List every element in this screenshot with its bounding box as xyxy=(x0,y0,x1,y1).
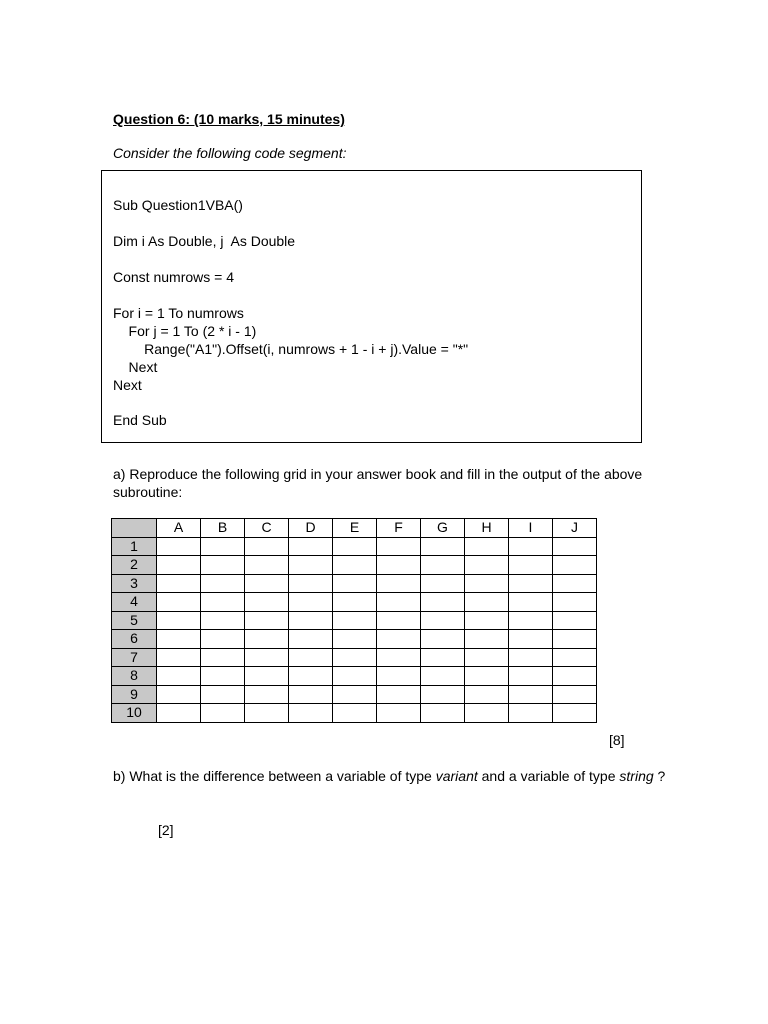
grid-header-row xyxy=(112,519,597,538)
code-line: Next xyxy=(113,377,142,393)
grid-cell xyxy=(509,630,553,649)
grid-cell xyxy=(465,704,509,723)
grid-cell xyxy=(553,537,597,556)
code-line: Sub Question1VBA() xyxy=(113,197,243,213)
grid-cell xyxy=(333,611,377,630)
grid-cell xyxy=(201,704,245,723)
grid-cell xyxy=(157,685,201,704)
grid-cell xyxy=(509,685,553,704)
grid-row xyxy=(112,611,597,630)
grid-cell xyxy=(289,648,333,667)
grid-row-header: 8 xyxy=(112,667,157,686)
part-a-marks: [8] xyxy=(609,732,625,748)
grid-cell xyxy=(509,611,553,630)
grid-cell xyxy=(421,537,465,556)
grid-cell xyxy=(333,648,377,667)
code-line: Next xyxy=(113,359,158,375)
grid-corner-cell xyxy=(112,519,157,538)
grid-cell xyxy=(157,648,201,667)
grid-cell xyxy=(509,556,553,575)
grid-row-header: 6 xyxy=(112,630,157,649)
grid-column-header: I xyxy=(509,519,553,538)
grid-cell xyxy=(465,667,509,686)
grid-cell xyxy=(289,685,333,704)
grid-cell xyxy=(245,704,289,723)
grid-cell xyxy=(245,556,289,575)
grid-cell xyxy=(157,556,201,575)
grid-cell xyxy=(421,611,465,630)
grid-row-header: 4 xyxy=(112,593,157,612)
grid-cell xyxy=(509,537,553,556)
grid-column-header: F xyxy=(377,519,421,538)
grid-cell xyxy=(245,593,289,612)
grid-cell xyxy=(333,556,377,575)
grid-row xyxy=(112,593,597,612)
grid-cell xyxy=(509,667,553,686)
code-line: Dim i As Double, j As Double xyxy=(113,233,296,249)
question-heading: Question 6: (10 marks, 15 minutes) xyxy=(113,111,345,127)
grid-cell xyxy=(421,556,465,575)
grid-cell xyxy=(245,685,289,704)
code-line: For j = 1 To (2 * i - 1) xyxy=(113,323,257,339)
grid-cell xyxy=(553,556,597,575)
grid-cell xyxy=(245,611,289,630)
grid-cell xyxy=(157,537,201,556)
grid-row xyxy=(112,630,597,649)
grid-cell xyxy=(421,574,465,593)
grid-cell xyxy=(421,630,465,649)
grid-cell xyxy=(465,611,509,630)
question-intro: Consider the following code segment: xyxy=(113,145,347,161)
grid-row xyxy=(112,537,597,556)
grid-cell xyxy=(465,537,509,556)
grid-row xyxy=(112,667,597,686)
grid-cell xyxy=(157,704,201,723)
grid-cell xyxy=(377,574,421,593)
grid-row xyxy=(112,648,597,667)
grid-row-header: 3 xyxy=(112,574,157,593)
grid-cell xyxy=(333,704,377,723)
grid-column-header: H xyxy=(465,519,509,538)
grid-cell xyxy=(201,593,245,612)
part-b-text-middle: and a variable of type xyxy=(477,768,620,784)
part-b-term-string: string xyxy=(619,768,654,784)
grid-body xyxy=(112,537,597,722)
grid-cell xyxy=(553,593,597,612)
grid-cell xyxy=(333,574,377,593)
grid-cell xyxy=(333,537,377,556)
grid-cell xyxy=(289,667,333,686)
code-line: Range("A1").Offset(i, numrows + 1 - i + j).Value = "*" xyxy=(113,341,469,357)
grid-cell xyxy=(245,648,289,667)
grid-cell xyxy=(553,630,597,649)
grid-row xyxy=(112,574,597,593)
grid-cell xyxy=(421,648,465,667)
part-a-text: a) Reproduce the following grid in your answer book and fill in the output of the above subroutine: xyxy=(113,466,643,500)
grid-cell xyxy=(465,630,509,649)
grid-cell xyxy=(201,574,245,593)
grid-cell xyxy=(333,685,377,704)
grid-row-header: 7 xyxy=(112,648,157,667)
grid-cell xyxy=(421,685,465,704)
grid-cell xyxy=(509,704,553,723)
grid-cell xyxy=(201,667,245,686)
grid-row-header: 1 xyxy=(112,537,157,556)
grid-cell xyxy=(377,630,421,649)
grid-cell xyxy=(289,556,333,575)
part-b-text-after: ? xyxy=(653,768,666,784)
grid-cell xyxy=(333,593,377,612)
grid-column-header: G xyxy=(421,519,465,538)
grid-row-header: 2 xyxy=(112,556,157,575)
grid-cell xyxy=(553,648,597,667)
grid-cell xyxy=(289,611,333,630)
grid-cell xyxy=(377,648,421,667)
grid-row xyxy=(112,556,597,575)
grid-cell xyxy=(377,593,421,612)
grid-row-header: 10 xyxy=(112,704,157,723)
grid-cell xyxy=(377,704,421,723)
grid-cell xyxy=(201,648,245,667)
grid-row-header: 5 xyxy=(112,611,157,630)
grid-cell xyxy=(289,630,333,649)
part-b-text xyxy=(113,767,673,785)
grid-cell xyxy=(465,593,509,612)
grid-row xyxy=(112,685,597,704)
grid-cell xyxy=(553,704,597,723)
grid-cell xyxy=(201,630,245,649)
code-line: Const numrows = 4 xyxy=(113,269,234,285)
grid-column-header: D xyxy=(289,519,333,538)
grid-cell xyxy=(509,648,553,667)
grid-cell xyxy=(377,537,421,556)
grid-cell xyxy=(553,611,597,630)
grid-cell xyxy=(157,574,201,593)
grid-cell xyxy=(289,593,333,612)
grid-cell xyxy=(465,648,509,667)
answer-grid xyxy=(111,518,597,723)
grid-cell xyxy=(201,556,245,575)
grid-cell xyxy=(553,667,597,686)
grid-cell xyxy=(509,574,553,593)
grid-cell xyxy=(553,685,597,704)
grid-cell xyxy=(245,667,289,686)
grid-cell xyxy=(465,685,509,704)
code-line: End Sub xyxy=(113,412,167,428)
grid-column-header: A xyxy=(157,519,201,538)
grid-row-header: 9 xyxy=(112,685,157,704)
grid-cell xyxy=(245,574,289,593)
grid-cell xyxy=(289,574,333,593)
grid-cell xyxy=(289,537,333,556)
grid-cell xyxy=(157,611,201,630)
grid-cell xyxy=(377,685,421,704)
grid-cell xyxy=(377,667,421,686)
grid-cell xyxy=(157,593,201,612)
code-line: For i = 1 To numrows xyxy=(113,305,244,321)
grid-cell xyxy=(465,574,509,593)
grid-cell xyxy=(377,611,421,630)
part-b-text-before: b) What is the difference between a variable of type xyxy=(113,768,436,784)
grid-cell xyxy=(421,704,465,723)
grid-column-header: E xyxy=(333,519,377,538)
grid-cell xyxy=(333,667,377,686)
grid-row xyxy=(112,704,597,723)
part-b-term-variant: variant xyxy=(435,768,478,784)
grid-cell xyxy=(421,667,465,686)
grid-cell xyxy=(157,667,201,686)
grid-cell xyxy=(509,593,553,612)
grid-cell xyxy=(201,537,245,556)
part-b-marks: [2] xyxy=(158,822,174,838)
grid-column-header: C xyxy=(245,519,289,538)
grid-cell xyxy=(201,611,245,630)
grid-column-header: J xyxy=(553,519,597,538)
grid-cell xyxy=(377,556,421,575)
grid-column-header: B xyxy=(201,519,245,538)
grid-cell xyxy=(245,537,289,556)
grid-cell xyxy=(157,630,201,649)
grid-cell xyxy=(289,704,333,723)
grid-cell xyxy=(553,574,597,593)
code-block xyxy=(101,170,642,443)
grid-cell xyxy=(421,593,465,612)
grid-cell xyxy=(245,630,289,649)
grid-cell xyxy=(333,630,377,649)
grid-cell xyxy=(465,556,509,575)
grid-cell xyxy=(201,685,245,704)
